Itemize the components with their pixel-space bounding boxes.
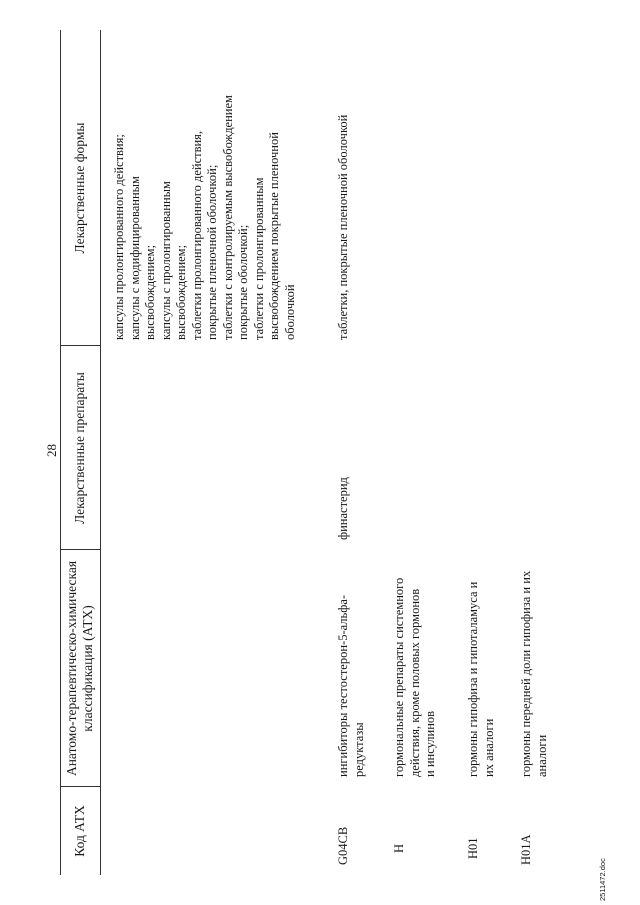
header-atc-classification: Анатомо-терапевтическо-химическая классификация (АТХ): [64, 560, 95, 777]
footer-file-code: 2511472.doc: [598, 858, 607, 901]
row-1-forms: таблетки, покрытые пленочной оболочкой: [336, 114, 350, 340]
header-forms: Лекарственные формы: [72, 122, 87, 254]
row-1-drug: финастерид: [336, 477, 350, 540]
row-0-forms: капсулы пролонгированного действия; капсулы с модифицированным высвобождением; капсулы с пролонгированным высвобождением; таблетки пролонгированного действия, покрытые пленочной оболочкой; таблетки с контролируемым высвобождением покрытые оболочкой; таблетки с пролонгированным высвобождением покрытые пленочной оболочкой: [112, 95, 297, 340]
row-2-name: гормональные препараты системного действия, кроме половых гормонов и инсулинов: [392, 577, 437, 777]
row-3-name: гормоны гипофиза и гипоталамуса и их аналоги: [466, 581, 496, 777]
row-4-name: гормоны передней доли гипофиза и их аналоги: [519, 570, 549, 777]
row-2-code: H: [392, 843, 406, 853]
row-4-code: H01A: [519, 834, 533, 865]
row-1-name: ингибиторы тестостерон-5-альфа- редуктазы: [336, 594, 366, 777]
header-drugs: Лекарственные препараты: [72, 372, 87, 524]
table-top-border: [60, 30, 61, 875]
row-3-code: H01: [466, 837, 480, 859]
header-atc-code: Код АТХ: [72, 805, 87, 857]
page-number: 28: [44, 444, 59, 457]
row-1-code: G04CB: [336, 826, 350, 865]
header-bottom-border: [100, 30, 101, 875]
